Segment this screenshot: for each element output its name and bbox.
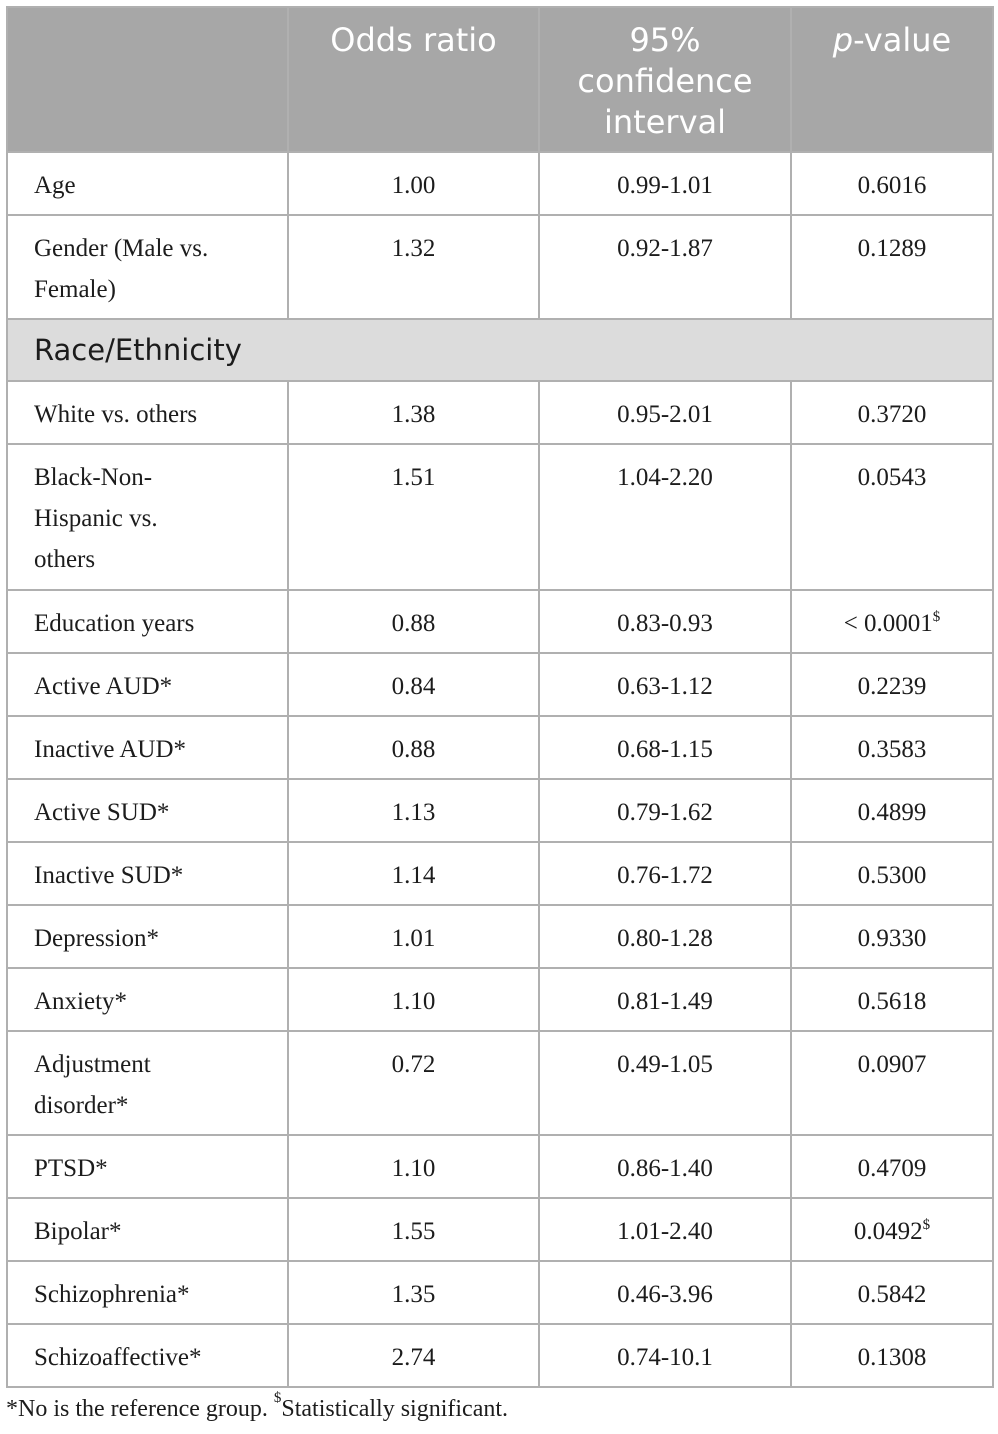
table-row: [7, 1135, 993, 1198]
row-odds-ratio: 1.13: [288, 779, 539, 842]
table-row: [7, 590, 993, 653]
header-p-value: [791, 7, 993, 152]
p-value-text: 0.3720: [857, 401, 927, 428]
row-p-value: [791, 842, 993, 905]
table-row: [7, 215, 993, 319]
header-ci-line2: confidence: [577, 62, 753, 100]
footnote-significance-text: Statistically significant.: [281, 1396, 509, 1422]
table-row: [7, 968, 993, 1031]
row-label: Age: [7, 152, 288, 215]
row-odds-ratio: 1.10: [288, 968, 539, 1031]
row-ci: 0.63-1.12: [539, 653, 791, 716]
row-ci: 0.79-1.62: [539, 779, 791, 842]
row-p-value: [791, 152, 993, 215]
row-ci: 0.95-2.01: [539, 381, 791, 444]
row-odds-ratio: 0.84: [288, 653, 539, 716]
row-p-value: [791, 590, 993, 653]
p-value-text: 0.1308: [857, 1344, 927, 1371]
p-value-text: < 0.0001: [843, 610, 933, 637]
table-row: [7, 1261, 993, 1324]
row-odds-ratio: 1.00: [288, 152, 539, 215]
row-label: Gender (Male vs. Female): [7, 215, 288, 319]
p-value-text: 0.4899: [857, 799, 927, 826]
row-p-value: [791, 444, 993, 590]
row-p-value: [791, 1198, 993, 1261]
row-label: Adjustment disorder*: [7, 1031, 288, 1135]
row-odds-ratio: 2.74: [288, 1324, 539, 1387]
row-p-value: [791, 1324, 993, 1387]
section-label: Race/Ethnicity: [7, 319, 993, 381]
row-ci: 0.68-1.15: [539, 716, 791, 779]
significance-mark: $: [922, 1217, 931, 1233]
row-label: Bipolar*: [7, 1198, 288, 1261]
row-ci: 0.49-1.05: [539, 1031, 791, 1135]
footnote-star: *: [6, 1396, 18, 1422]
row-ci: 0.99-1.01: [539, 152, 791, 215]
table-row: [7, 1198, 993, 1261]
row-ci: 0.80-1.28: [539, 905, 791, 968]
row-label: Depression*: [7, 905, 288, 968]
p-value-text: 0.0492: [853, 1218, 923, 1245]
p-value-text: 0.0543: [857, 464, 927, 491]
table-row: [7, 842, 993, 905]
row-ci: 0.46-3.96: [539, 1261, 791, 1324]
row-odds-ratio: 0.72: [288, 1031, 539, 1135]
row-ci: 1.01-2.40: [539, 1198, 791, 1261]
p-value-text: 0.1289: [857, 235, 927, 262]
row-p-value: [791, 1261, 993, 1324]
footnote-reference-text: No is the reference group.: [18, 1396, 274, 1422]
row-p-value: [791, 905, 993, 968]
odds-ratio-table-container: [6, 6, 992, 1388]
table-row: [7, 653, 993, 716]
p-value-text: 0.6016: [857, 172, 927, 199]
row-label: Schizophrenia*: [7, 1261, 288, 1324]
p-value-text: 0.2239: [857, 673, 927, 700]
row-p-value: [791, 1031, 993, 1135]
section-row-race-ethnicity: [7, 319, 993, 381]
row-odds-ratio: 1.01: [288, 905, 539, 968]
row-p-value: [791, 381, 993, 444]
row-ci: 0.83-0.93: [539, 590, 791, 653]
row-odds-ratio: 1.51: [288, 444, 539, 590]
row-ci: 0.76-1.72: [539, 842, 791, 905]
table-row: [7, 1324, 993, 1387]
row-label: Inactive AUD*: [7, 716, 288, 779]
header-p-rest: -value: [853, 21, 952, 59]
row-p-value: [791, 716, 993, 779]
p-value-text: 0.3583: [857, 736, 927, 763]
row-odds-ratio: 1.32: [288, 215, 539, 319]
row-label: Inactive SUD*: [7, 842, 288, 905]
p-value-text: 0.5300: [857, 862, 927, 889]
header-ci-line1: 95%: [629, 21, 701, 59]
row-odds-ratio: 0.88: [288, 590, 539, 653]
p-value-text: 0.0907: [857, 1051, 927, 1078]
row-ci: 0.86-1.40: [539, 1135, 791, 1198]
table-row: [7, 1031, 993, 1135]
table-row: [7, 779, 993, 842]
table-row: [7, 444, 993, 590]
p-value-text: 0.5618: [857, 988, 927, 1015]
p-value-text: 0.4709: [857, 1155, 927, 1182]
odds-ratio-table: [6, 6, 994, 1388]
row-label: Education years: [7, 590, 288, 653]
row-ci: 0.92-1.87: [539, 215, 791, 319]
row-label: Anxiety*: [7, 968, 288, 1031]
row-ci: 0.81-1.49: [539, 968, 791, 1031]
row-label: Black-Non- Hispanic vs. others: [7, 444, 288, 590]
row-odds-ratio: 1.55: [288, 1198, 539, 1261]
row-odds-ratio: 1.38: [288, 381, 539, 444]
header-variable: [7, 7, 288, 152]
header-ci-line3: interval: [604, 103, 726, 141]
table-row: [7, 905, 993, 968]
row-label: PTSD*: [7, 1135, 288, 1198]
row-p-value: [791, 1135, 993, 1198]
table-row: [7, 381, 993, 444]
table-row: [7, 152, 993, 215]
row-ci: 0.74-10.1: [539, 1324, 791, 1387]
row-p-value: [791, 968, 993, 1031]
table-header-row: [7, 7, 993, 152]
footnote-dollar: $: [273, 1390, 282, 1406]
header-odds-ratio: Odds ratio: [288, 7, 539, 152]
row-odds-ratio: 0.88: [288, 716, 539, 779]
p-value-text: 0.9330: [857, 925, 927, 952]
header-p-italic: p: [832, 21, 854, 59]
row-label: Active AUD*: [7, 653, 288, 716]
p-value-text: 0.5842: [857, 1281, 927, 1308]
table-row: [7, 716, 993, 779]
row-p-value: [791, 215, 993, 319]
table-footnote: [6, 1390, 509, 1423]
row-label: Active SUD*: [7, 779, 288, 842]
row-ci: 1.04-2.20: [539, 444, 791, 590]
significance-mark: $: [932, 609, 941, 625]
row-odds-ratio: 1.35: [288, 1261, 539, 1324]
row-odds-ratio: 1.10: [288, 1135, 539, 1198]
header-confidence-interval: [539, 7, 791, 152]
row-label: White vs. others: [7, 381, 288, 444]
row-p-value: [791, 653, 993, 716]
row-label: Schizoaffective*: [7, 1324, 288, 1387]
row-odds-ratio: 1.14: [288, 842, 539, 905]
row-p-value: [791, 779, 993, 842]
